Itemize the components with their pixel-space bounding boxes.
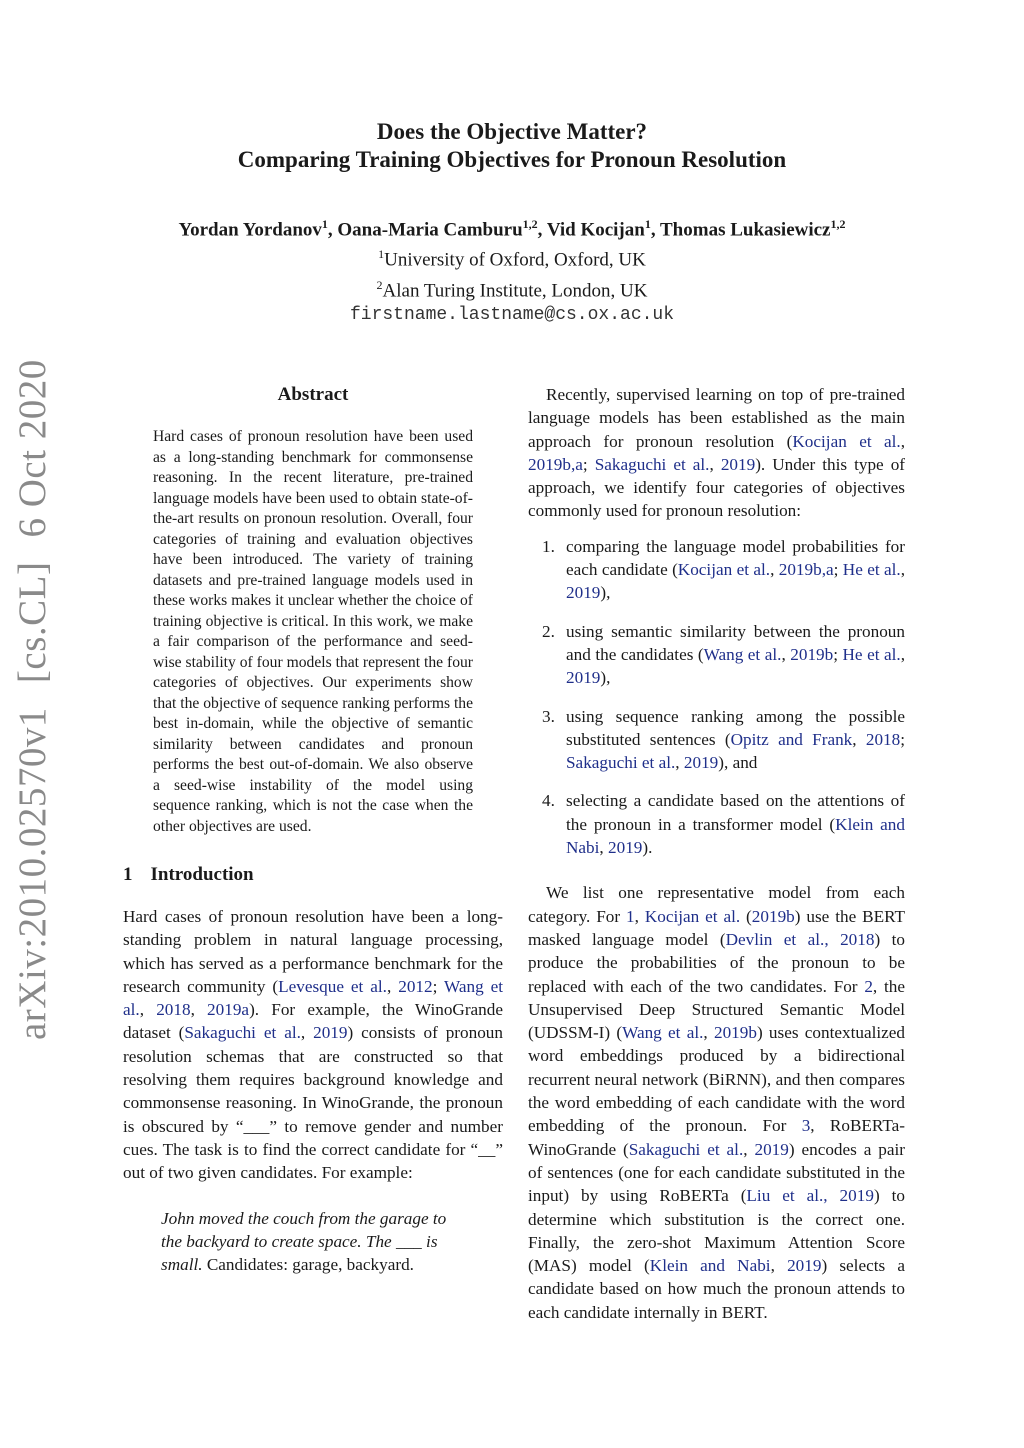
citation-link[interactable]: 2019b [751, 906, 795, 926]
citation-link[interactable]: Kocijan et al. [792, 431, 901, 451]
objective-item: 3. using sequence ranking among the possible substituted sentences (Opitz and Frank, 2018; Sakaguchi et al., 2019), and [542, 706, 906, 773]
citation-link[interactable]: Sakaguchi et al. [184, 1023, 301, 1043]
author-names: Yordan Yordanov$^1$, Oana-Maria Camburu$^{1,2}$, Vid Kocijan$^1$, Thomas Lukasiewicz$^{1,2}$ [178, 217, 846, 241]
citation-link[interactable]: 2019 [754, 1139, 789, 1159]
citation-link[interactable]: 2019b [790, 644, 834, 664]
right-column [528, 383, 905, 1324]
citation-link[interactable]: 2019 [608, 838, 643, 858]
title-line-1: Does the Objective Matter? [376, 119, 648, 144]
citation-link[interactable]: Wang et al. [123, 976, 504, 1020]
author-block [0, 212, 1024, 327]
section-heading-introduction [123, 863, 503, 887]
title-line-2: Comparing Training Objectives for Pronoun Resolution [237, 147, 787, 172]
author-affiliation-mark: 1 [321, 217, 328, 231]
author-name: Yordan Yordanov [178, 219, 322, 241]
citation-link[interactable]: 2012 [398, 976, 433, 996]
section-number: 1 [123, 864, 133, 885]
abstract-text: Hard cases of pronoun resolution have been used as a long-standing benchmark for commonsense reasoning. In the recent literature, pre-trained language models have been used to obtain state-of-the-art results on pronoun resolution. Overall, four categories of training and evaluation objectives have been introduced. The variety of training datasets and pre-trained language models used in these works makes it unclear whether the choice of training objective is critical. In this work, we make a fair comparison of the performance and seed-wise stability of four models that represent the four categories of objectives. Our experiments show that the objective of sequence ranking performs the best in-domain, while the objective of semantic similarity between candidates and pronoun performs the best out-of-domain. We also observe a seed-wise instability of the model using sequence ranking, which is not the case when the other objectives are used. [153, 428, 473, 835]
right-paragraph-1: Recently, supervised learning on top of pre-trained language models has been established as the main approach for pronoun resolution (Kocijan et al., 2019b,a; Sakaguchi et al., 2019). Under this type of approach, we identify four categories of objectives commonly used for pronoun resolution: [528, 385, 906, 521]
reference-link[interactable]: 3 [801, 1116, 811, 1136]
affiliation-2: $^2$Alan Turing Institute, London, UK [376, 277, 648, 301]
paper-title [0, 118, 1024, 174]
citation-link[interactable]: Sakaguchi et al. [566, 753, 676, 773]
author-email: firstname.lastname@cs.ox.ac.uk [349, 304, 675, 325]
left-column [123, 383, 503, 1276]
example-sentence: John moved the couch from the garage to the backyard to create space. The ___ is small. [161, 1208, 447, 1275]
citation-link[interactable]: 2019 [720, 454, 756, 474]
citation-link[interactable]: Wang et al. [622, 1023, 704, 1043]
right-paragraph-2: We list one representative model from each category. For 1, Kocijan et al. (2019b) use the BERT masked language model (Devlin et al., 2018) to produce the probabilities of the pronoun to be replaced with each of the two candidates. For 2, the Unsupervised Deep Structured Semantic Model (UDSSM-I) (Wang et al., 2019b) uses contextualized word embeddings produced by a bidirectional recurrent neural network (BiRNN), and then compares the word embedding of each candidate with the word embedding of the pronoun. For 3, RoBERTa-WinoGrande (Sakaguchi et al., 2019) encodes a pair of sentences (one for each candidate substituted in the input) by using RoBERTa (Liu et al., 2019) to determine which substitution is the correct one. Finally, the zero-shot Maximum Attention Score (MAS) model (Klein and Nabi, 2019) selects a candidate based on how much the pronoun attends to each candidate internally in BERT. [528, 883, 906, 1322]
citation-link[interactable]: He et al. [842, 560, 901, 580]
objective-list [528, 535, 905, 860]
citation-link[interactable]: He et al. [842, 644, 901, 664]
citation-link[interactable]: Liu et al., 2019 [746, 1186, 874, 1206]
abstract-heading: Abstract [277, 384, 349, 405]
citation-link[interactable]: 2019b,a [778, 560, 834, 580]
arxiv-sidebar-stamp [10, 359, 60, 1040]
objective-item: 2. using semantic similarity between the pronoun and the candidates (Wang et al., 2019b; He et al., 2019), [542, 621, 905, 688]
citation-link[interactable]: 2019 [566, 583, 601, 603]
winogrande-example [161, 1207, 463, 1277]
list-marker: 1. [542, 536, 555, 556]
citation-link[interactable]: 2019b [713, 1023, 757, 1043]
affiliation-1: $^1$University of Oxford, Oxford, UK [378, 247, 646, 271]
author-name: Oana-Maria Camburu [337, 219, 523, 241]
arxiv-id: arXiv:2010.02570v1 [11, 707, 54, 1040]
citation-link[interactable]: 2019a [207, 1000, 250, 1020]
citation-link[interactable]: 2019 [683, 753, 719, 773]
citation-link[interactable]: Wang et al. [703, 644, 782, 664]
example-candidates: Candidates: garage, backyard. [202, 1255, 414, 1275]
citation-link[interactable]: Levesque et al. [278, 976, 387, 996]
citation-link[interactable]: 2019 [313, 1023, 348, 1043]
author-affiliation-mark: 1,2 [830, 217, 846, 231]
author-affiliation-mark: 1,2 [522, 217, 538, 231]
reference-link[interactable]: 2 [864, 976, 873, 996]
author-name: Vid Kocijan [546, 219, 645, 241]
citation-link[interactable]: 2018 [156, 1000, 191, 1020]
citation-link[interactable]: Kocijan et al. [677, 560, 771, 580]
citation-link[interactable]: Opitz and Frank [730, 729, 853, 749]
objective-item: 1. comparing the language model probabilities for each candidate (Kocijan et al., 2019b,a; He et al., 2019), [542, 536, 905, 603]
author-affiliation-mark: 1 [644, 217, 651, 231]
citation-link[interactable]: 2019 [787, 1256, 822, 1276]
citation-link[interactable]: 2019b,a [528, 454, 583, 474]
section-title: Introduction [150, 864, 254, 885]
list-marker: 4. [542, 791, 555, 811]
citation-link[interactable]: Klein and Nabi [566, 814, 905, 858]
list-marker: 3. [542, 706, 555, 726]
citation-link[interactable]: 2018 [865, 729, 901, 749]
citation-link[interactable]: Kocijan et al. [644, 906, 741, 926]
objective-item: 4. selecting a candidate based on the attentions of the pronoun in a transformer model (Klein and Nabi, 2019). [542, 791, 905, 858]
citation-link[interactable]: Sakaguchi et al. [594, 454, 710, 474]
intro-paragraph-1: Hard cases of pronoun resolution have been a long-standing problem in natural language processing, which has served as a performance benchmark for the research community (Levesque et al., 2012; Wang et al., 2018, 2019a). For example, the WinoGrande dataset (Sakaguchi et al., 2019) consists of pronoun resolution schemas that are constructed so that resolving them requires background knowledge and commonsense reasoning. In WinoGrande, the pronoun is obscured by “___” to remove gender and number cues. The task is to find the correct candidate for “__” out of two given candidates. For example: [123, 907, 504, 1183]
author-name: Thomas Lukasiewicz [660, 219, 831, 241]
arxiv-category: [cs.CL] [11, 561, 54, 684]
reference-link[interactable]: 1 [626, 906, 635, 926]
list-marker: 2. [542, 621, 555, 641]
arxiv-date: 6 Oct 2020 [11, 359, 54, 538]
citation-link[interactable]: Sakaguchi et al. [628, 1139, 744, 1159]
citation-link[interactable]: Devlin et al., 2018 [725, 929, 875, 949]
citation-link[interactable]: Klein and Nabi [649, 1256, 771, 1276]
citation-link[interactable]: 2019 [566, 668, 601, 688]
